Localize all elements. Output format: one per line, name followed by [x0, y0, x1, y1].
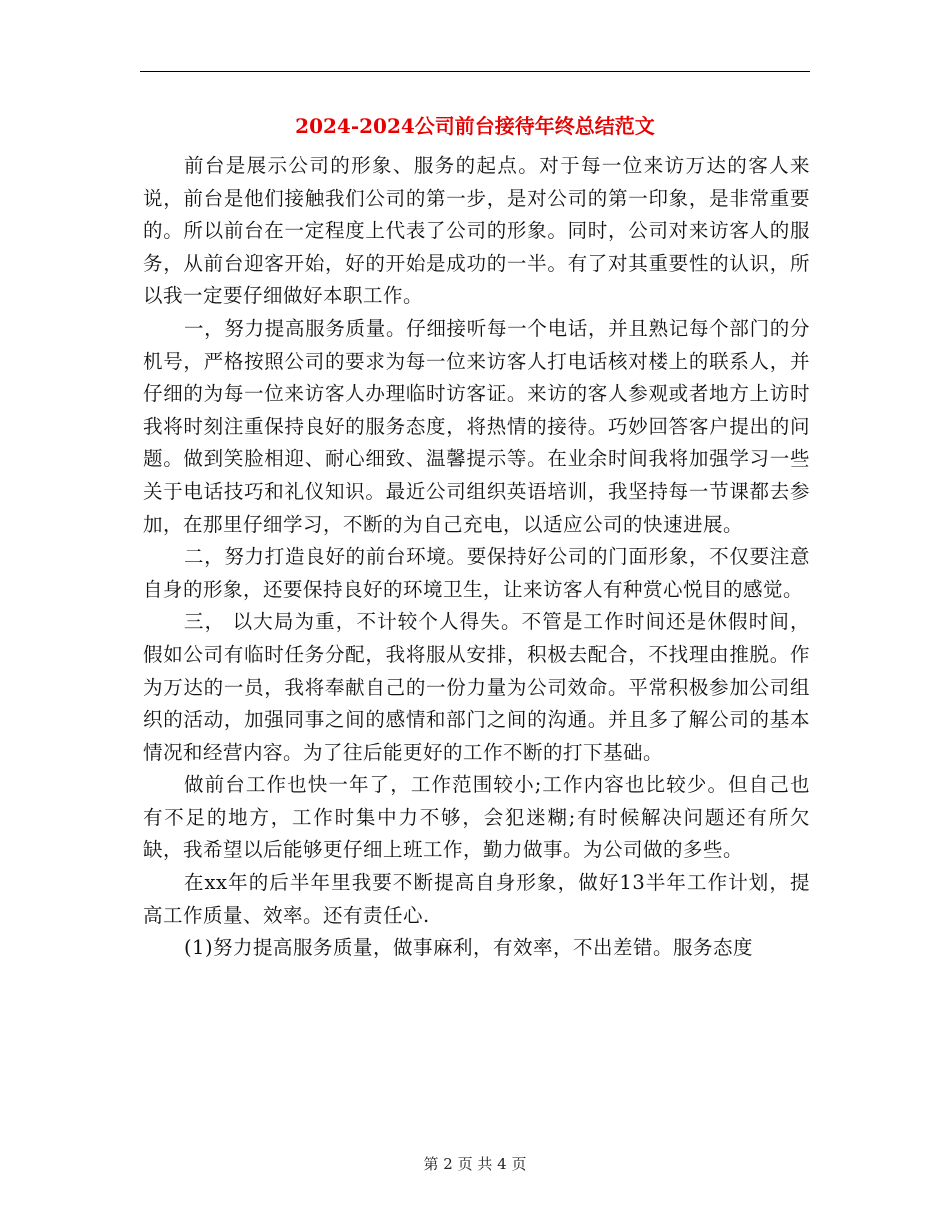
page-number-footer: 第 2 页 共 4 页 [423, 1155, 527, 1173]
paragraph-self-review: 做前台工作也快一年了，工作范围较小;工作内容也比较少。但自己也有不足的地方，工作时集中力不够，会犯迷糊;有时候解决问题还有所欠缺，我希望以后能够更仔细上班工作，勤力做事。为公司做的多些。 [143, 773, 810, 862]
document-body [143, 150, 810, 965]
paragraph-intro: 前台是展示公司的形象、服务的起点。对于每一位来访万达的客人来说，前台是他们接触我们公司的第一步，是对公司的第一印象，是非常重要的。所以前台在一定程度上代表了公司的形象。同时，公司对来访客人的服务，从前台迎客开始，好的开始是成功的一半。有了对其重要性的认识，所以我一定要仔细做好本职工作。 [143, 154, 810, 308]
paragraph-point-2: 二，努力打造良好的前台环境。要保持好公司的门面形象，不仅要注意自身的形象，还要保持良好的环境卫生，让来访客人有种赏心悦目的感觉。 [143, 545, 810, 601]
paragraph-plan: 在xx年的后半年里我要不断提高自身形象，做好13半年工作计划，提高工作质量、效率。还有责任心. [143, 871, 810, 927]
paragraph-point-3: 三， 以大局为重，不计较个人得失。不管是工作时间还是休假时间，假如公司有临时任务分配，我将服从安排，积极去配合，不找理由推脱。作为万达的一员，我将奉献自己的一份力量为公司效命。平常积极参加公司组织的活动，加强同事之间的感情和部门之间的沟通。并且多了解公司的基本情况和经营内容。为了往后能更好的工作不断的打下基础。 [143, 610, 810, 764]
paragraph-point-1: 一，努力提高服务质量。仔细接听每一个电话，并且熟记每个部门的分机号，严格按照公司的要求为每一位来访客人打电话核对楼上的联系人，并仔细的为每一位来访客人办理临时访客证。来访的客人参观或者地方上访时我将时刻注重保持良好的服务态度，将热情的接待。巧妙回答客户提出的问题。做到笑脸相迎、耐心细致、温馨提示等。在业余时间我将加强学习一些关于电话技巧和礼仪知识。最近公司组织英语培训，我坚持每一节课都去参加，在那里仔细学习，不断的为自己充电，以适应公司的快速进展。 [143, 316, 810, 536]
paragraph-plan-item-1: (1)努力提高服务质量，做事麻利，有效率，不出差错。服务态度 [183, 936, 754, 960]
header-divider [140, 71, 810, 72]
document-title: 2024-2024公司前台接待年终总结范文 [295, 114, 655, 138]
